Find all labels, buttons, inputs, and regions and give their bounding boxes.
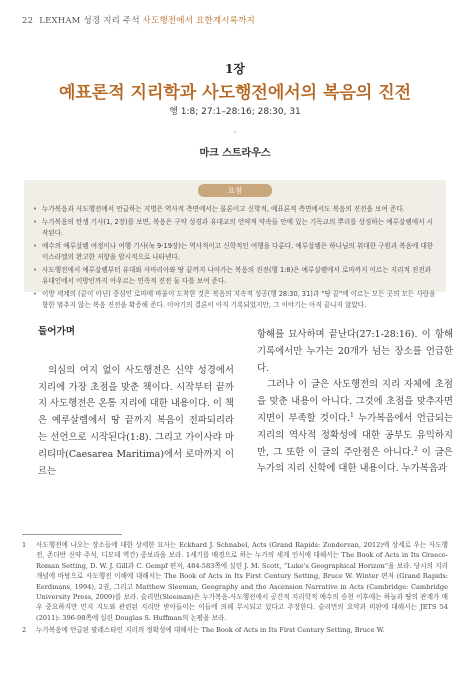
summary-item: • 누가복음의 탄생 기사(1, 2장)를 보면, 복음은 구약 성경과 유대교의 언약적 약속들 안에 있는 기독교의 뿌리를 상징하는 예루살렘에서 시작된다.: [32, 217, 438, 239]
scripture-references: 행 1:8; 27:1–28:16; 28:30, 31: [169, 107, 301, 117]
author-name: 마크 스트라우스: [199, 148, 271, 159]
chapter-title: 예표론적 지리학과 사도행전에서의 복음의 진전: [58, 83, 412, 103]
summary-item: • 사도행전에서 예루살렘부터 유대와 사마리아와 땅 끝까지 나아가는 복음의 진전(행 1:8)은 예루살렘에서 로마까지 이르는 지리적 진전과 유대인에서 이방인까지 아우르는 민족적 진전 둘 다를 보여 준다.: [32, 265, 438, 287]
chapter-number: 1장: [225, 62, 245, 76]
footnote-ref[interactable]: 1: [350, 411, 354, 419]
running-head: [22, 14, 255, 26]
footnotes: [22, 540, 448, 638]
footnote-number: 1: [22, 541, 27, 549]
summary-item: • 예수의 예루살렘 여정이나 여행 기사(눅 9-19장)는 역사적이고 신학적인 여행을 다룬다. 예루살렘은 하나님의 위대한 구원과 복음에 대한 이스라엘의 완고한 저항을 암시적으로 나타낸다.: [32, 241, 438, 263]
paragraph-text: 그러나 이 글은 사도행전의 지리 자체에 초점을 맞춘 내용이 아니다. 그것에 초점을 맞추자면 지면이 부족할 것이다.: [257, 379, 453, 424]
body-paragraph: 항해를 묘사하며 끝난다(27:1-28:16). 이 항해 기록에서만 누가는 20개가 넘는 장소를 언급한다.: [257, 329, 453, 374]
section-heading: 들어가며: [38, 326, 76, 337]
page-number: 22: [22, 16, 34, 26]
summary-item: • 누가복음과 사도행전에서 언급하는 지명은 역사적 측면에서는 물론이고 신학적, 예표론적 측면에서도 복음의 진전을 보여 준다.: [32, 204, 438, 215]
footnote: [22, 540, 448, 623]
footnote-text: 누가복음에 언급된 팔레스타인 지리의 정확성에 대해서는 The Book of Acts in Its First Century Setting, Bruce W.: [36, 626, 385, 635]
footnote-number: 2: [22, 626, 27, 635]
body-paragraph: 의심의 여지 없이 사도행전은 신약 성경에서 지리에 가장 초점을 맞춘 책이다. 시작부터 끝까지 사도행전은 온통 지리에 대한 내용이다. 이 책은 예루살렘에서 땅 끝까지 복음이 전파되리라는 선언으로 시작된다(1:8). 그리고 가이사랴 마리티마(Caesarea Maritima)에서 로마까지 이르는: [38, 364, 234, 477]
body-column-right: [257, 327, 453, 478]
footnote: [22, 625, 448, 635]
book-subtitle: 사도행전에서 요한계시록까지: [142, 16, 255, 26]
footnote-text: 사도행전에 나오는 장소들에 대한 상세한 묘사는 Eckhard J. Schnabel, Acts (Grand Rapids: Zondervan, 2012)에 상세로 우는 사도행전, 존더반 신약 주석, 디모데 역간) 중보라을 보라. 1세기를 배경으로 하는 누가의 세계 인식에 대해서는 The Book of Acts in Its Graeco-Roman Setting, D. W. J. Gill과 C. Gempf 편저, 484-583쪽에 실린 J. M. Scott, “Luke's Geographical Horizon”을 보라. 당시의 지리 개념에 바탕으로 사도행전 이해에 대해서는 The Book of Acts in Its First Century Setting, Bruce W. Winter 편저 (Grand Rapids: Eerdmans, 1994), 2권, 그리고 Matthew Sleeman, Geography and the Ascension Narrative in Acts (Cambridge: Cambridge University Press, 2009)를 보라. 슬리먼(Sleeman)은 누가복음-사도행전에서 공간적 지리학적 예수의 승천 이후에는 하늘과 땅의 관계가 매우 중요하지만 민지 지도와 관련된 지리만 받아들이는 이들에 의해 무시되고 있다고 주장한다. 슬리먼의 요약과 비판에 대해서는 JETS 54 (2011): 396-98쪽에 실린 Douglas S. Huffman의 논평을 보라.: [36, 541, 448, 622]
paragraph-text: 누가복음에서 언급되는 지리의 역사적 정확성에 대한 공부도 유익하지만, 그 또한 이 글의 주안점은 아니다.: [257, 412, 453, 458]
ornament-icon: ◦: [232, 128, 238, 137]
footnote-ref[interactable]: 2: [413, 445, 418, 453]
body-paragraph: [257, 377, 453, 478]
summary-list: [32, 204, 438, 313]
paragraph-text: 이 글은 누가의 지리 신학에 대한 내용이다. 누가복음과: [257, 446, 453, 475]
footnote-divider: [22, 534, 122, 535]
summary-label: 요점: [198, 184, 272, 197]
book-title: LEXHAM 성경 지리 주석: [39, 16, 143, 26]
body-column-left: [38, 324, 234, 480]
summary-item: • 이방 세계의 (끝이 아닌) 중심인 로마에 바울이 도착한 것은 복음의 지속적 성공(행 28:30, 31)과 "땅 끝"에 이르는 모든 곳의 모든 사람을 향한 멈추지 않는 복음 진전을 확증해 준다. 이야기의 결론이 아직 기록되었지만, 그 이야기는 아직 끝나지 않았다.: [32, 289, 438, 311]
